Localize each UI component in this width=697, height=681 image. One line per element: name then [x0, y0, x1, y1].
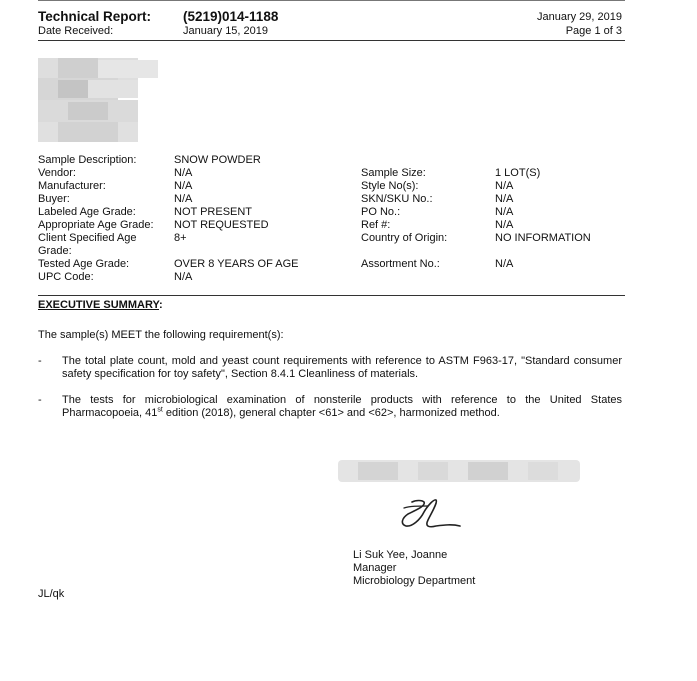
summary-heading-text: EXECUTIVE SUMMARY — [38, 299, 160, 311]
info-value: N/A — [174, 193, 193, 205]
info-value: OVER 8 YEARS OF AGE — [174, 258, 299, 270]
info-value: N/A — [495, 219, 514, 231]
info-label: Country of Origin: — [361, 232, 448, 244]
info-label: Assortment No.: — [361, 258, 440, 270]
info-label: Grade: — [38, 245, 72, 257]
info-value: N/A — [495, 206, 514, 218]
info-value: NO INFORMATION — [495, 232, 591, 244]
report-date: January 29, 2019 — [536, 11, 622, 23]
signatory-title: Manager — [353, 562, 397, 574]
ordinal-suffix: st — [157, 406, 163, 414]
redacted-company-name — [338, 458, 580, 486]
requirement-item-1: The total plate count, mold and yeast count requirements with reference to ASTM F963-17, "Standard consumer safety specification for toy safety", Section 8.4.1 Cleanliness of materials. — [62, 355, 622, 380]
info-value: N/A — [495, 180, 514, 192]
info-label: Ref #: — [361, 219, 391, 231]
info-label: Client Specified Age — [38, 232, 137, 244]
info-value: N/A — [495, 193, 514, 205]
bullet-marker: - — [38, 394, 42, 406]
redacted-address — [38, 58, 160, 144]
info-label: UPC Code: — [38, 271, 94, 283]
signature-mark — [398, 496, 468, 536]
summary-heading-colon: : — [159, 299, 163, 311]
info-label: Sample Size: — [361, 167, 426, 179]
signatory-name: Li Suk Yee, Joanne — [353, 549, 448, 561]
section-rule — [38, 295, 625, 296]
typist-initials: JL/qk — [38, 588, 65, 600]
signatory-department: Microbiology Department — [353, 575, 476, 587]
info-value: N/A — [495, 258, 514, 270]
info-value: 1 LOT(S) — [495, 167, 541, 179]
info-label: PO No.: — [361, 206, 401, 218]
info-label: Style No(s): — [361, 180, 419, 192]
requirement-item-2 — [62, 394, 622, 420]
info-label: Vendor: — [38, 167, 76, 179]
info-value: NOT PRESENT — [174, 206, 253, 218]
header-rule — [38, 40, 625, 41]
info-value: 8+ — [174, 232, 187, 244]
info-label: Manufacturer: — [38, 180, 106, 192]
bullet-marker: - — [38, 355, 42, 367]
info-label: Labeled Age Grade: — [38, 206, 136, 218]
info-label: Appropriate Age Grade: — [38, 219, 154, 231]
date-received-value: January 15, 2019 — [183, 25, 269, 37]
top-rule — [38, 0, 625, 1]
report-number: (5219)014-1188 — [183, 9, 279, 24]
info-label: SKN/SKU No.: — [361, 193, 433, 205]
info-value: NOT REQUESTED — [174, 219, 269, 231]
info-label: Tested Age Grade: — [38, 258, 130, 270]
date-received-label: Date Received: — [38, 25, 114, 37]
info-label: Sample Description: — [38, 154, 137, 166]
requirement-item-2-text-end: edition (2018), general chapter <61> and <62>, harmonized method. — [162, 407, 500, 419]
info-value: N/A — [174, 167, 193, 179]
report-label: Technical Report: — [38, 9, 152, 24]
info-label: Buyer: — [38, 193, 70, 205]
requirement-item-2-text: The tests for microbiological examination of nonsterile products with reference to the United States Pharmacopoeia, 41 — [62, 394, 622, 419]
summary-heading — [38, 299, 163, 312]
summary-intro: The sample(s) MEET the following requirement(s): — [38, 329, 284, 341]
info-value: SNOW POWDER — [174, 154, 261, 166]
info-value: N/A — [174, 180, 193, 192]
info-value: N/A — [174, 271, 193, 283]
page-indicator: Page 1 of 3 — [565, 25, 622, 37]
